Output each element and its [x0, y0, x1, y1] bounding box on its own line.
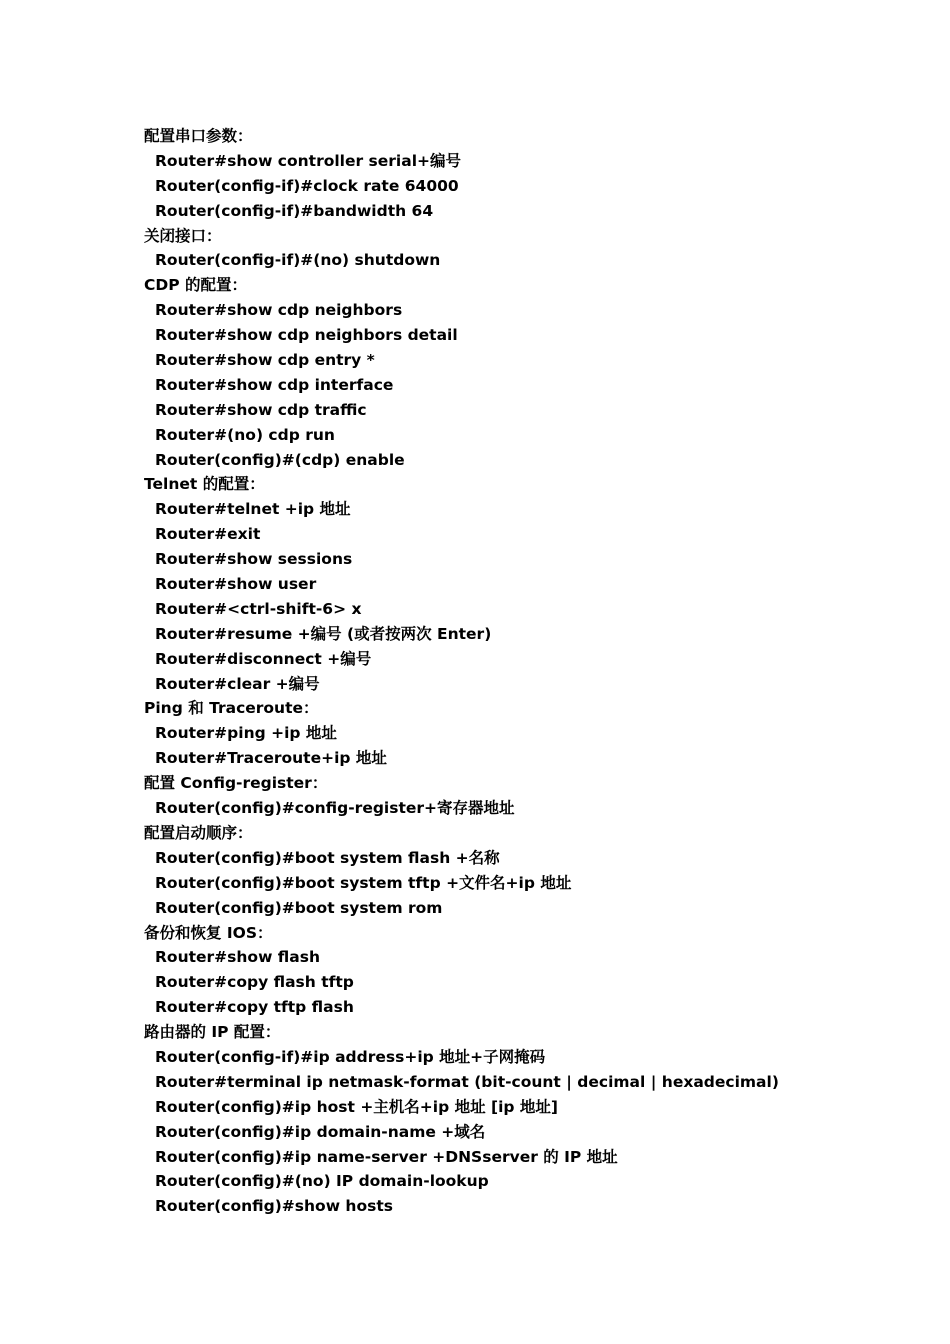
command-line: Router#telnet +ip 地址 [155, 500, 351, 519]
command-line: Router#show sessions [155, 550, 353, 569]
command-line: Router(config)#(no) IP domain-lookup [155, 1172, 489, 1191]
command-line: Router#show cdp neighbors detail [155, 326, 458, 345]
command-line: Router(config-if)#(no) shutdown [155, 251, 441, 270]
command-line: Router(config)#ip name-server +DNSserver 的 IP 地址 [155, 1147, 618, 1166]
command-line: Router#<ctrl-shift-6> x [155, 599, 362, 618]
section-heading: 关闭接口： [144, 226, 222, 245]
command-line: Router#exit [155, 525, 261, 544]
command-line: Router#show cdp interface [155, 375, 394, 394]
command-line: Router#show flash [155, 948, 321, 967]
command-line: Router#show cdp traffic [155, 400, 367, 419]
section-heading: 配置 Config-register： [144, 774, 328, 793]
command-line: Router(config)#ip domain-name +域名 [155, 1122, 486, 1141]
section-heading: 配置串口参数： [144, 127, 253, 145]
command-line: Router(config)#config-register+寄存器地址 [155, 799, 515, 818]
command-line: Router#ping +ip 地址 [155, 724, 337, 743]
command-line: Router#disconnect +编号 [155, 649, 372, 668]
command-line: Router(config)#show hosts [155, 1197, 393, 1216]
command-line: Router(config)#(cdp) enable [155, 450, 405, 469]
command-line: Router#(no) cdp run [155, 425, 335, 444]
section-heading: CDP 的配置： [144, 276, 247, 295]
section-heading: 配置启动顺序： [144, 823, 253, 842]
command-line: Router(config)#boot system flash +名称 [155, 848, 500, 867]
command-line: Router(config)#ip host +主机名+ip 地址 [ip 地址] [155, 1097, 558, 1116]
command-line: Router#clear +编号 [155, 674, 320, 693]
command-line: Router#show controller serial+编号 [155, 151, 462, 170]
command-line: Router#resume +编号 (或者按两次 Enter) [155, 624, 492, 643]
section-heading: 路由器的 IP 配置： [144, 1023, 281, 1042]
command-line: Router#show user [155, 575, 317, 594]
command-line: Router(config)#boot system tftp +文件名+ip 地址 [155, 873, 572, 892]
section-heading: Ping 和 Traceroute： [144, 699, 319, 718]
command-line: Router(config-if)#bandwidth 64 [155, 201, 434, 220]
command-line: Router(config)#boot system rom [155, 898, 443, 917]
command-line: Router#show cdp entry * [155, 351, 375, 370]
command-line: Router#terminal ip netmask-format (bit-count | decimal | hexadecimal) [155, 1072, 779, 1091]
command-line: Router#Traceroute+ip 地址 [155, 749, 387, 768]
command-line: Router#copy flash tftp [155, 973, 354, 992]
command-line: Router(config-if)#ip address+ip 地址+子网掩码 [155, 1047, 546, 1066]
command-line: Router#copy tftp flash [155, 998, 354, 1017]
document-page [144, 124, 844, 1219]
section-heading: 备份和恢复 IOS： [144, 923, 273, 942]
section-heading: Telnet 的配置： [144, 475, 265, 494]
command-line: Router#show cdp neighbors [155, 301, 403, 320]
command-line: Router(config-if)#clock rate 64000 [155, 176, 459, 195]
